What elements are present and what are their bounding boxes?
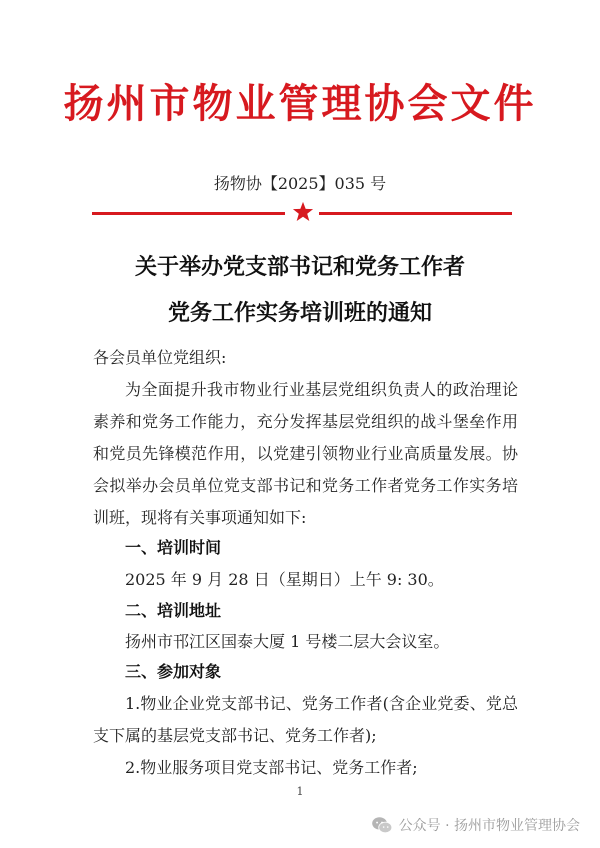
source-watermark: [371, 812, 580, 838]
wechat-icon: [371, 816, 393, 834]
red-divider: [92, 206, 512, 222]
page-number: 1: [296, 785, 304, 798]
star-icon: [292, 201, 314, 223]
watermark-text: 公众号 · 扬州市物业管理协会: [398, 818, 580, 834]
section-heading-time: 一、培训时间: [125, 538, 222, 557]
audience-item-1: 1.物业企业党支部书记、党务工作者(含企业党委、党总支下属的基层党支部书记、党务工作者);: [93, 694, 518, 745]
notice-title-line2: 党务工作实务培训班的通知: [167, 300, 432, 326]
notice-title-line1: 关于举办党支部书记和党务工作者: [134, 254, 465, 280]
training-time-value: 2025 年 9 月 28 日（星期日）上午 9: 30。: [125, 570, 444, 589]
org-document-title: 扬州市物业管理协会文件: [63, 80, 537, 127]
document-number: 扬物协【2025】035 号: [213, 174, 387, 193]
salutation: 各会员单位党组织:: [93, 348, 227, 367]
divider-line-right: [319, 212, 512, 215]
divider-line-left: [92, 212, 285, 215]
section-heading-audience: 三、参加对象: [125, 662, 222, 681]
training-place-value: 扬州市邗江区国泰大厦 1 号楼二层大会议室。: [125, 632, 450, 651]
audience-item-2: 2.物业服务项目党支部书记、党务工作者;: [125, 758, 418, 777]
section-heading-place: 二、培训地址: [125, 601, 222, 620]
intro-paragraph: 为全面提升我市物业行业基层党组织负责人的政治理论素养和党务工作能力，充分发挥基层党组织的战斗堡垒作用和党员先锋模范作用，以党建引领物业行业高质量发展。协会拟举办会员单位党支部书记和党务工作者党务工作实务培训班，现将有关事项通知如下:: [93, 380, 518, 527]
